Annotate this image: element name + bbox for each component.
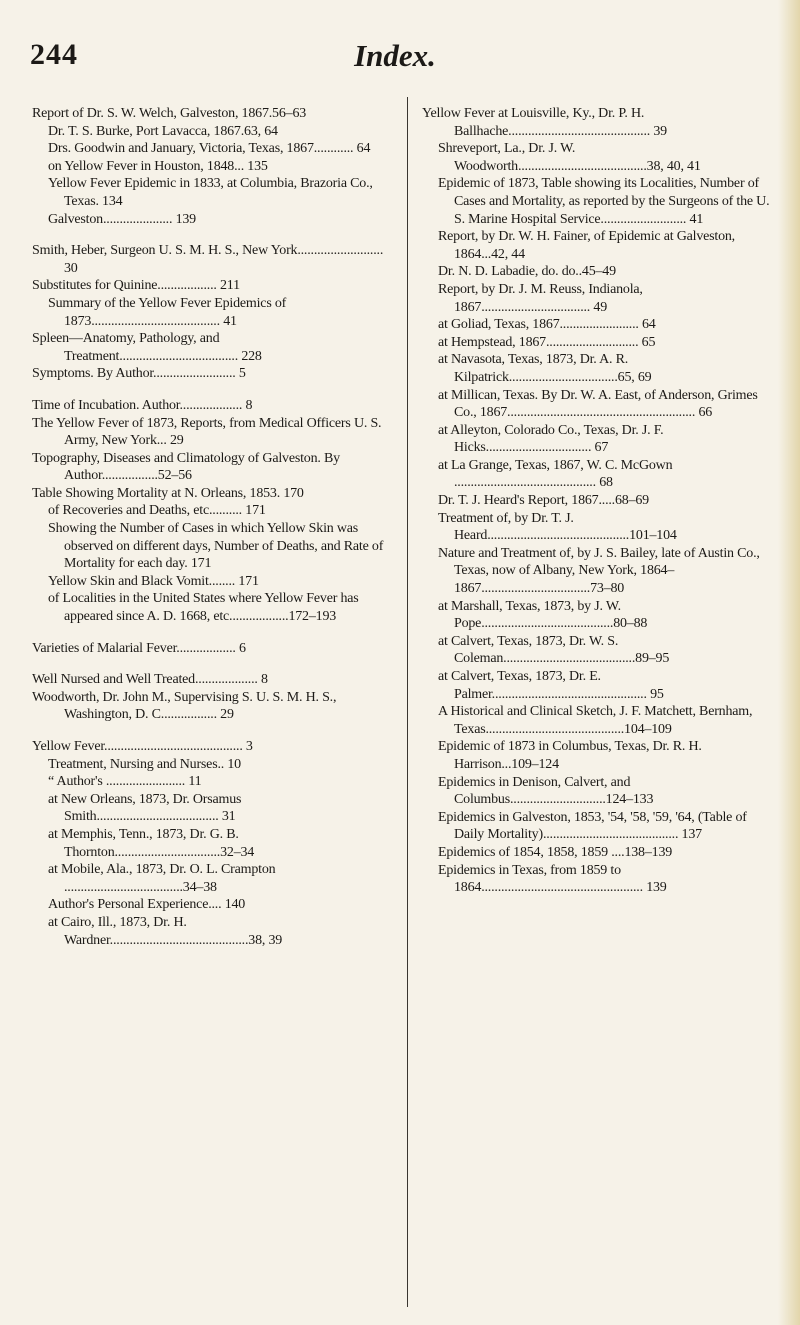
index-entry: Dr. T. S. Burke, Port Lavacca, 1867.63, 64 (48, 123, 278, 139)
index-entry: at Marshall, Texas, 1873, by J. W. Pope........................................80–88 (438, 598, 648, 632)
column-divider (407, 97, 408, 1307)
index-entry: at Hempstead, 1867............................ 65 (438, 334, 656, 350)
left-column (32, 105, 389, 949)
entry-gap (32, 228, 389, 242)
index-entry: Epidemics in Texas, from 1859 to 1864................................................. 139 (438, 862, 667, 896)
index-entry: Symptoms. By Author......................... 5 (32, 366, 246, 382)
index-entry: Dr. T. J. Heard's Report, 1867.....68–69 (438, 493, 649, 509)
index-entry: Time of Incubation. Author................... 8 (32, 397, 253, 413)
index-entry: Yellow Fever.......................................... 3 (32, 739, 253, 754)
index-entry: at Navasota, Texas, 1873, Dr. A. R. Kilpatrick.................................65, 69 (438, 352, 652, 385)
index-entry: “ Author's ........................ 11 (48, 774, 202, 790)
page-title: Index. (354, 38, 436, 73)
entry-gap (32, 626, 389, 640)
index-entry: Woodworth, Dr. John M., Supervising S. U. S. M. H. S., Washington, D. C................. 29 (32, 689, 337, 723)
index-entry: Epidemics in Denison, Calvert, and Columbus.............................124–133 (438, 774, 654, 808)
index-entry: at Memphis, Tenn., 1873, Dr. G. B. Thornton................................32–34 (48, 826, 255, 860)
index-entry: at Goliad, Texas, 1867........................ 64 (438, 317, 656, 333)
index-entry: Yellow Fever Epidemic in 1833, at Columbia, Brazoria Co., Texas. 134 (48, 176, 373, 209)
index-entry: at Millican, Texas. By Dr. W. A. East, of Anderson, Grimes Co., 1867......................................................... 66 (438, 387, 758, 421)
entry-gap (32, 724, 389, 738)
index-entry: at Mobile, Ala., 1873, Dr. O. L. Crampton ....................................34–38 (48, 862, 276, 895)
index-entry: Epidemic of 1873 in Columbus, Texas, Dr. R. H. Harrison...109–124 (438, 739, 702, 772)
index-entry: at Calvert, Texas, 1873, Dr. W. S. Coleman........................................89–95 (438, 633, 670, 667)
index-entry: Spleen—Anatomy, Pathology, and Treatment.................................... 228 (32, 331, 262, 364)
index-entry: Author's Personal Experience.... 140 (48, 897, 246, 913)
index-entry: Drs. Goodwin and January, Victoria, Texas, 1867............ 64 (48, 141, 371, 157)
index-entry: of Recoveries and Deaths, etc.......... 171 (48, 503, 266, 519)
index-entry: at Calvert, Texas, 1873, Dr. E. Palmer............................................... 95 (438, 669, 664, 702)
index-entry: Epidemic of 1873, Table showing its Localities, Number of Cases and Mortality, as reported by the Surgeons of the U. S. Marine Hospital Service.......................... 41 (438, 176, 770, 227)
index-entry: Summary of the Yellow Fever Epidemics of 1873....................................... 41 (48, 295, 287, 329)
index-entry: Topography, Diseases and Climatology of Galveston. By Author.................52–56 (32, 450, 340, 484)
index-entry: Epidemics of 1854, 1858, 1859 ....138–139 (438, 844, 673, 860)
index-entry: at La Grange, Texas, 1867, W. C. McGown ........................................... 68 (438, 457, 673, 491)
index-entry: Well Nursed and Well Treated................... 8 (32, 672, 268, 688)
index-entry: Report, by Dr. J. M. Reuss, Indianola, 1867................................. 49 (438, 281, 643, 315)
index-entry: A Historical and Clinical Sketch, J. F. Matchett, Bernham, Texas..........................................104–109 (438, 704, 753, 737)
index-entry: Yellow Fever at Louisville, Ky., Dr. P. H. Ballhache........................................... 39 (422, 106, 667, 139)
entry-gap (32, 383, 389, 397)
index-entry: Varieties of Malarial Fever.................. 6 (32, 640, 246, 656)
index-entry: on Yellow Fever in Houston, 1848... 135 (48, 158, 268, 174)
index-entry: Epidemics in Galveston, 1853, '54, '58, '59, '64, (Table of Daily Mortality)......................................... 137 (438, 809, 747, 843)
page-edge (778, 0, 800, 1325)
index-entry: Treatment of, by Dr. T. J. Heard...........................................101–104 (438, 510, 677, 544)
index-entry: Dr. N. D. Labadie, do. do..45–49 (438, 264, 616, 280)
index-entry: Galveston..................... 139 (48, 211, 196, 227)
index-entry: Substitutes for Quinine.................. 211 (32, 278, 240, 294)
index-entry: Yellow Skin and Black Vomit........ 171 (48, 573, 259, 589)
index-entry: at Cairo, Ill., 1873, Dr. H. Wardner..........................................38, 39 (48, 914, 283, 948)
index-entry: Table Showing Mortality at N. Orleans, 1853. 170 (32, 485, 304, 501)
index-entry: of Localities in the United States where Yellow Fever has appeared since A. D. 1668, etc..................172–193 (48, 591, 359, 625)
index-entry: Nature and Treatment of, by J. S. Bailey, late of Austin Co., Texas, now of Albany, New York, 1864–1867.................................73–80 (438, 545, 760, 597)
index-entry: Smith, Heber, Surgeon U. S. M. H. S., New York.......................... 30 (32, 243, 384, 276)
right-column (422, 105, 770, 897)
page-number: 244 (30, 38, 78, 71)
index-entry: Treatment, Nursing and Nurses.. 10 (48, 756, 241, 772)
index-entry: at Alleyton, Colorado Co., Texas, Dr. J. F. Hicks................................ 67 (438, 422, 664, 456)
index-entry: Shreveport, La., Dr. J. W. Woodworth.......................................38, 40, 41 (438, 141, 701, 174)
entry-gap (32, 657, 389, 671)
index-entry: Report of Dr. S. W. Welch, Galveston, 1867.56–63 (32, 106, 307, 121)
index-entry: The Yellow Fever of 1873, Reports, from Medical Officers U. S. Army, New York... 29 (32, 415, 382, 449)
index-entry: at New Orleans, 1873, Dr. Orsamus Smith..................................... 31 (48, 791, 242, 825)
index-entry: Showing the Number of Cases in which Yellow Skin was observed on different days, Number of Deaths, and Rate of Mortality for each day. 171 (48, 521, 384, 572)
page-header (30, 38, 760, 78)
index-entry: Report, by Dr. W. H. Fainer, of Epidemic at Galveston, 1864...42, 44 (438, 229, 735, 262)
